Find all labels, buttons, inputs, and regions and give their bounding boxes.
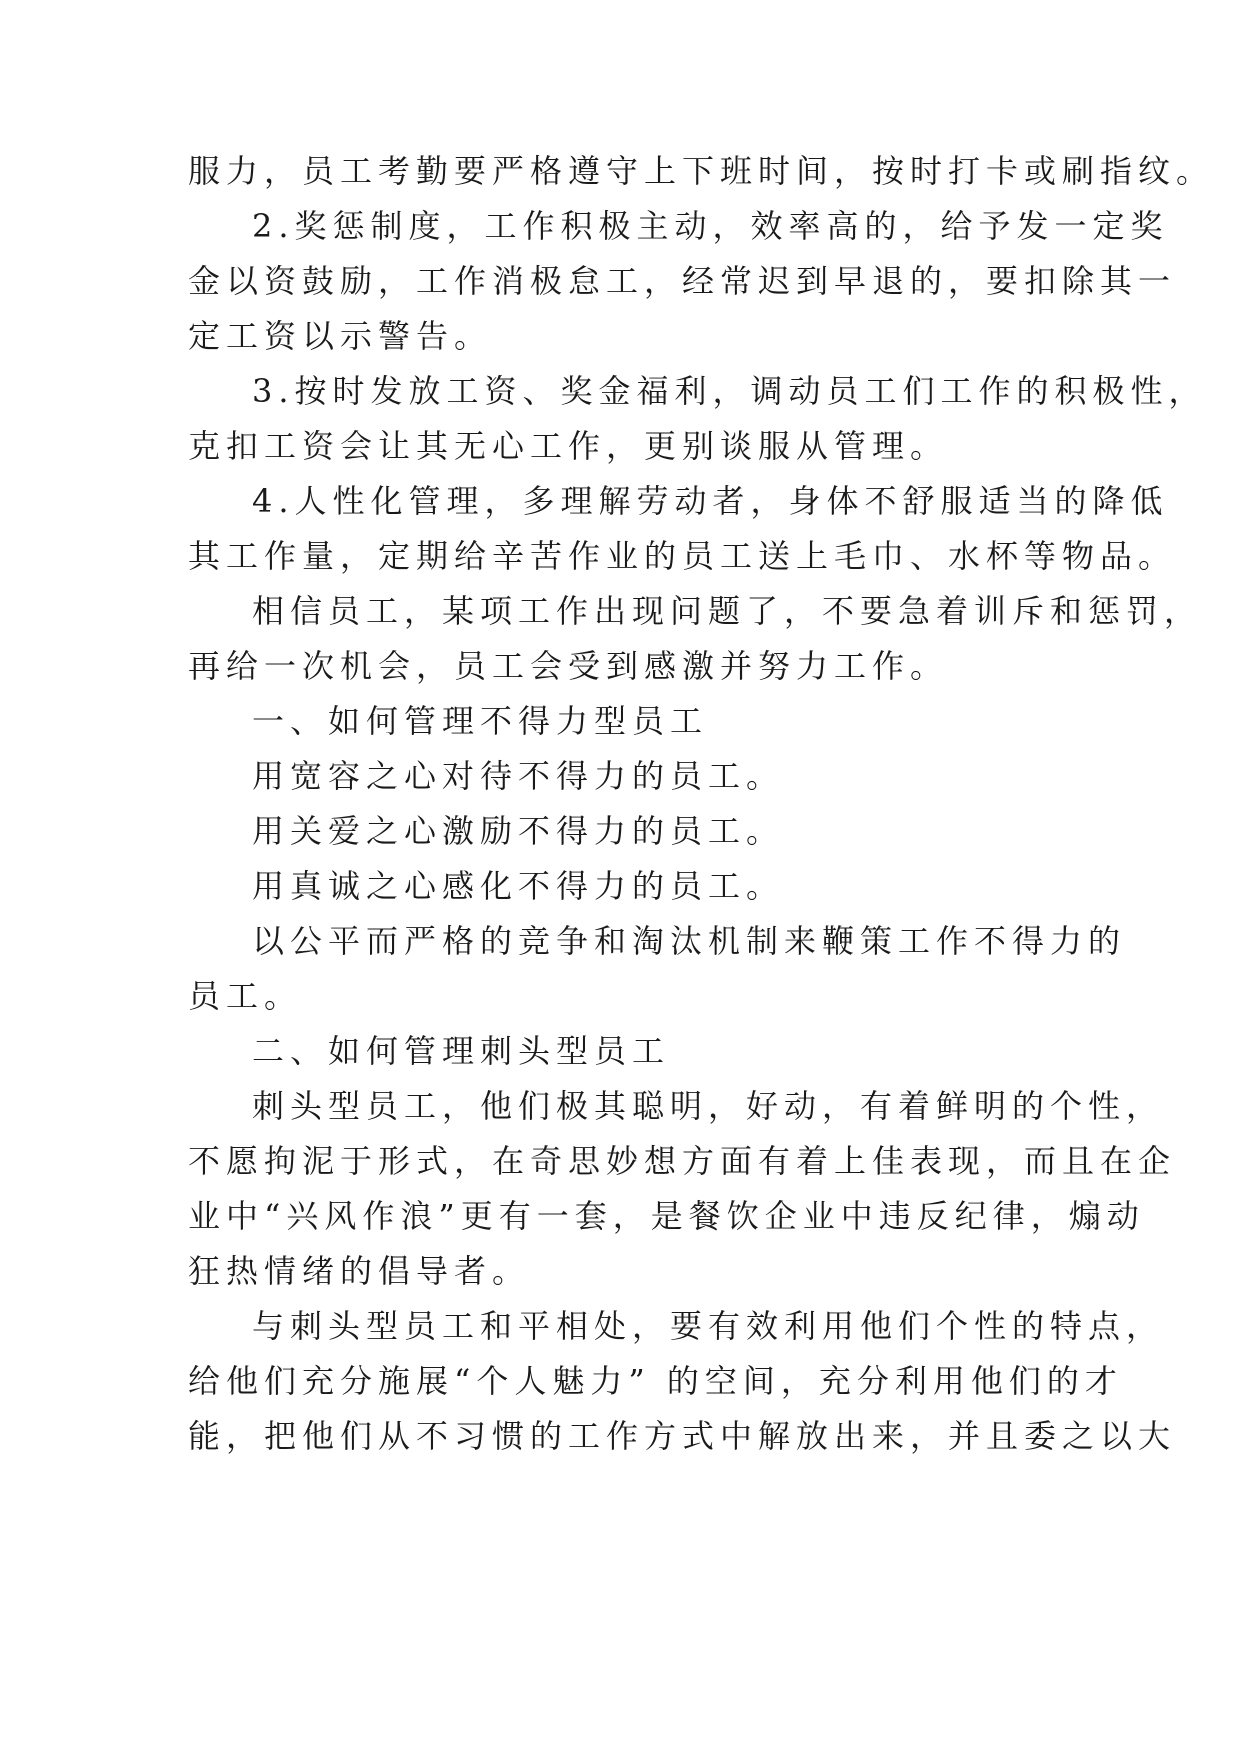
text-line: 再给一次机会，员工会受到感激并努力工作。 — [188, 647, 949, 685]
text-line: 与刺头型员工和平相处，要有效利用他们个性的特点， — [252, 1307, 1165, 1345]
text-line: 服力，员工考勤要严格遵守上下班时间，按时打卡或刷指纹。 — [188, 152, 1215, 190]
text-line: 不愿拘泥于形式，在奇思妙想方面有着上佳表现，而且在企 — [188, 1142, 1177, 1180]
text-line: 员工。 — [188, 977, 303, 1015]
text-line: 克扣工资会让其无心工作，更别谈服从管理。 — [188, 427, 949, 465]
text-line: 用关爱之心激励不得力的员工。 — [252, 812, 785, 850]
text-line: 用真诚之心感化不得力的员工。 — [252, 867, 785, 905]
text-line: 3.按时发放工资、奖金福利，调动员工们工作的积极性， — [252, 372, 1207, 410]
text-line: 用宽容之心对待不得力的员工。 — [252, 757, 785, 795]
text-line: 给他们充分施展“个人魅力” 的空间，充分利用他们的才 — [188, 1362, 1123, 1400]
text-line: 其工作量，定期给辛苦作业的员工送上毛巾、水杯等物品。 — [188, 537, 1177, 575]
text-line: 业中“兴风作浪”更有一套，是餐饮企业中违反纪律，煽动 — [188, 1197, 1145, 1235]
document-body — [188, 152, 1215, 1455]
text-line: 狂热情绪的倡导者。 — [188, 1252, 531, 1290]
text-line: 相信员工，某项工作出现问题了，不要急着训斥和惩罚， — [252, 592, 1203, 630]
text-line: 定工资以示警告。 — [188, 317, 493, 355]
section-heading: 二、如何管理刺头型员工 — [252, 1032, 671, 1070]
text-line: 以公平而严格的竞争和淘汰机制来鞭策工作不得力的 — [252, 922, 1127, 960]
text-line: 4.人性化管理，多理解劳动者，身体不舒服适当的降低 — [252, 482, 1169, 520]
text-line: 能，把他们从不习惯的工作方式中解放出来，并且委之以大 — [188, 1417, 1177, 1455]
section-heading: 一、如何管理不得力型员工 — [252, 702, 709, 740]
text-line: 刺头型员工，他们极其聪明，好动，有着鲜明的个性， — [252, 1087, 1165, 1125]
text-line: 金以资鼓励，工作消极怠工，经常迟到早退的，要扣除其一 — [188, 262, 1177, 300]
text-line: 2.奖惩制度，工作积极主动，效率高的，给予发一定奖 — [252, 207, 1169, 245]
